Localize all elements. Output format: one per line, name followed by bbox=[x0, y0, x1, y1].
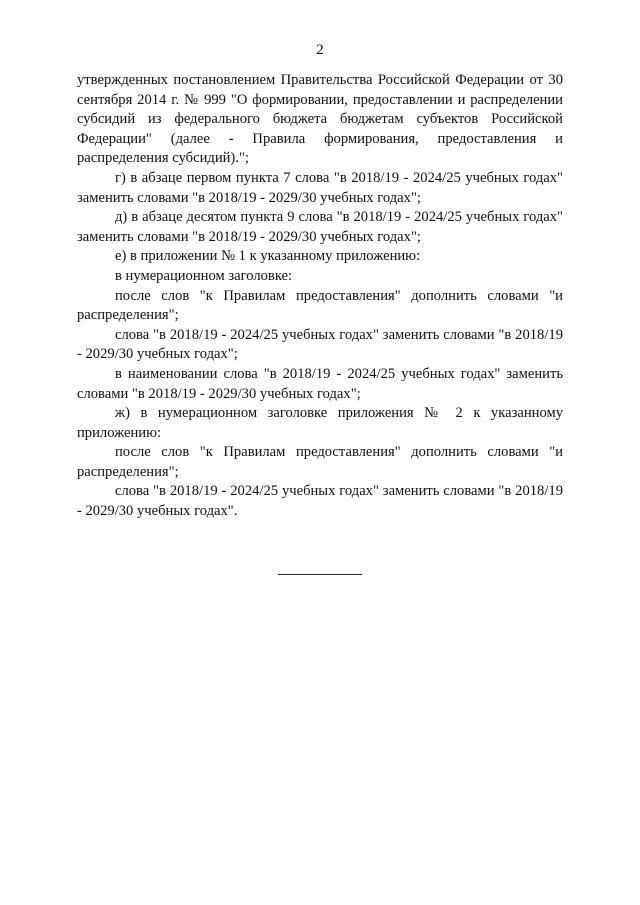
page-number: 2 bbox=[316, 42, 324, 58]
paragraph-replace-words-1: слова "в 2018/19 - 2024/25 учебных годах" заменить словами "в 2018/19 - 2029/30 учебных годах"; bbox=[77, 326, 563, 363]
paragraph-add-words-1: после слов "к Правилам предоставления" дополнить словами "и распределения"; bbox=[77, 287, 563, 324]
end-divider bbox=[278, 574, 362, 575]
document-body bbox=[77, 71, 563, 522]
paragraph-name-replace: в наименовании слова "в 2018/19 - 2024/25 учебных годах" заменить словами "в 2018/19 - 2029/30 учебных годах"; bbox=[77, 365, 563, 402]
paragraph-replace-words-2: слова "в 2018/19 - 2024/25 учебных годах" заменить словами "в 2018/19 - 2029/30 учебных годах". bbox=[77, 483, 563, 520]
paragraph-add-words-2: после слов "к Правилам предоставления" дополнить словами "и распределения"; bbox=[77, 444, 563, 480]
paragraph-item-e: е) в приложении № 1 к указанному приложению: bbox=[115, 248, 421, 265]
paragraph-item-g: г) в абзаце первом пункта 7 слова "в 2018/19 - 2024/25 учебных годах" заменить словами "в 2018/19 - 2029/30 учебных годах"; bbox=[77, 169, 563, 206]
paragraph-item-zh: ж) в нумерационном заголовке приложения № 2 к указанному приложению: bbox=[77, 405, 563, 441]
paragraph-continuation: утвержденных постановлением Правительства Российской Федерации от 30 сентября 2014 г. № 999 "О формировании, предоставлении и распределении субсидий из федерального бюджета бюджетам субъектов Российской Федерации" (далее - Правила формирования, предоставления и распределения субсидий)."; bbox=[77, 72, 563, 167]
paragraph-numbered-heading: в нумерационном заголовке: bbox=[115, 267, 293, 284]
paragraph-item-d: д) в абзаце десятом пункта 9 слова "в 2018/19 - 2024/25 учебных годах" заменить словами "в 2018/19 - 2029/30 учебных годах"; bbox=[77, 209, 563, 245]
